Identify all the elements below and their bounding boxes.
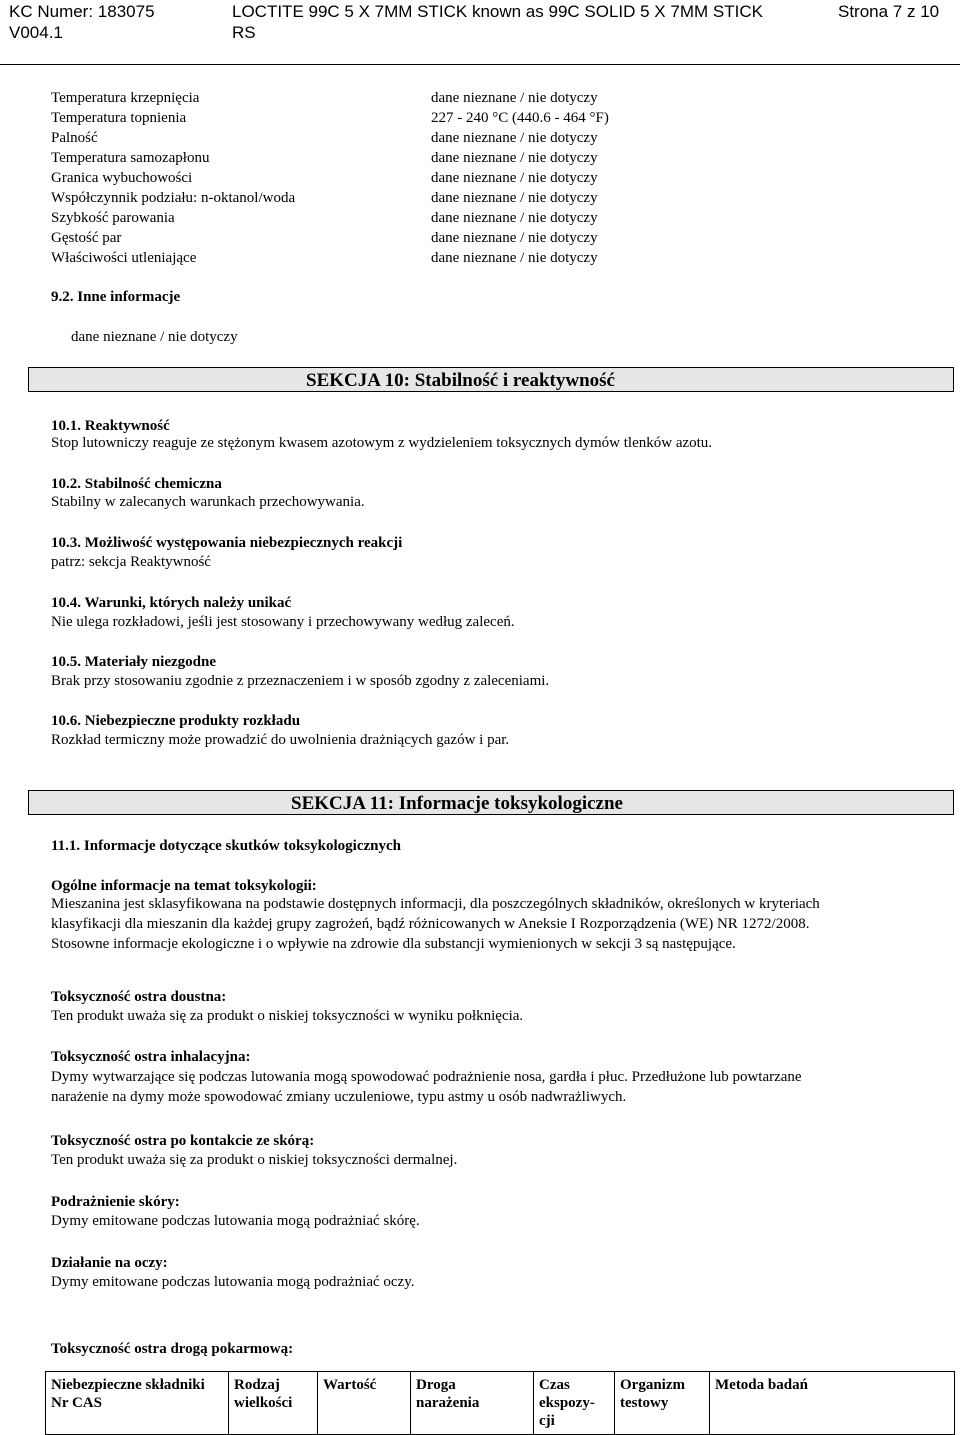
col-header-organism-line-1: Organizm (620, 1377, 685, 1393)
property-value: dane nieznane / nie dotyczy (431, 190, 598, 206)
section-10-2-title: 10.2. Stabilność chemiczna (51, 476, 222, 492)
property-label: Temperatura samozapłonu (51, 150, 210, 166)
subsection-9-2-title: 9.2. Inne informacje (51, 289, 181, 305)
section-10-1-text: Stop lutowniczy reaguje ze stężonym kwasem azotowym z wydzieleniem toksycznych dymów tlenków azotu. (51, 435, 713, 451)
property-label: Właściwości utleniające (51, 250, 197, 266)
section-10-3-title: 10.3. Możliwość występowania niebezpiecznych reakcji (51, 535, 403, 551)
property-value: dane nieznane / nie dotyczy (431, 210, 598, 226)
skin-irritation-heading: Podrażnienie skóry: (51, 1194, 180, 1210)
section-10-5-text: Brak przy stosowaniu zgodnie z przeznaczeniem i w sposób zgodny z zaleceniami. (51, 673, 550, 689)
food-toxicity-heading: Toksyczność ostra drogą pokarmową: (51, 1341, 294, 1357)
dermal-toxicity-heading: Toksyczność ostra po kontakcie ze skórą: (51, 1133, 315, 1149)
col-header-type (229, 1372, 318, 1435)
general-toxicology-line-1: Mieszanina jest sklasyfikowana na podstawie dostępnych informacji, dla poszczególnych składników, określonych w kryteriach (51, 896, 820, 912)
col-header-method (710, 1372, 955, 1435)
inhalation-toxicity-line-1: Dymy wytwarzające się podczas lutowania mogą spowodować podrażnienie nosa, gardła i płuc. Przedłużone lub powtarzane (51, 1069, 802, 1085)
inhalation-toxicity-heading: Toksyczność ostra inhalacyjna: (51, 1049, 251, 1065)
property-value: dane nieznane / nie dotyczy (431, 90, 598, 106)
property-label: Gęstość par (51, 230, 122, 246)
property-label: Palność (51, 130, 98, 146)
section-10-4-title: 10.4. Warunki, których należy unikać (51, 595, 292, 611)
property-label: Szybkość parowania (51, 210, 175, 226)
oral-toxicity-heading: Toksyczność ostra doustna: (51, 989, 227, 1005)
section-10-4-text: Nie ulega rozkładowi, jeśli jest stosowany i przechowywany według zaleceń. (51, 614, 515, 630)
product-name: LOCTITE 99C 5 X 7MM STICK known as 99C SOLID 5 X 7MM STICK (232, 2, 763, 21)
property-label: Współczynnik podziału: n-oktanol/woda (51, 190, 296, 206)
col-header-organism-line-2: testowy (620, 1395, 669, 1411)
col-header-ingredients-line-2: Nr CAS (51, 1395, 102, 1411)
col-header-exposure-line-1: Czas (539, 1377, 570, 1393)
page-number: Strona 7 z 10 (838, 2, 940, 21)
property-label: Granica wybuchowości (51, 170, 193, 186)
section-11-1-title: 11.1. Informacje dotyczące skutków toksykologicznych (51, 838, 401, 854)
section-10-6-text: Rozkład termiczny może prowadzić do uwolnienia drażniących gazów i par. (51, 732, 510, 748)
doc-version: V004.1 (9, 23, 63, 42)
section-10-3-text: patrz: sekcja Reaktywność (51, 554, 211, 570)
toxicity-table (45, 1371, 955, 1435)
doc-number: KC Numer: 183075 (9, 2, 155, 21)
col-header-route (411, 1372, 534, 1435)
col-header-type-line-1: Rodzaj (234, 1377, 280, 1393)
section-11-title: SEKCJA 11: Informacje toksykologiczne (291, 793, 623, 814)
section-10-5-title: 10.5. Materiały niezgodne (51, 654, 216, 670)
property-value: dane nieznane / nie dotyczy (431, 150, 598, 166)
col-header-ingredients-line-1: Niebezpieczne składniki (51, 1377, 205, 1393)
table-header-row (46, 1372, 955, 1435)
col-header-exposure-line-3: cji (539, 1413, 555, 1429)
section-10-6-title: 10.6. Niebezpieczne produkty rozkładu (51, 713, 301, 729)
col-header-value (318, 1372, 411, 1435)
section-10-1-title: 10.1. Reaktywność (51, 418, 170, 434)
property-label: Temperatura topnienia (51, 110, 187, 126)
header-divider (0, 64, 960, 65)
dermal-toxicity-text: Ten produkt uważa się za produkt o niskiej toksyczności dermalnej. (51, 1152, 458, 1168)
product-name-cont: RS (232, 23, 256, 42)
eye-effect-text: Dymy emitowane podczas lutowania mogą podrażniać oczy. (51, 1274, 415, 1290)
oral-toxicity-text: Ten produkt uważa się za produkt o niskiej toksyczności w wyniku połknięcia. (51, 1008, 524, 1024)
col-header-method-line-1: Metoda badań (715, 1377, 808, 1393)
property-value: dane nieznane / nie dotyczy (431, 130, 598, 146)
col-header-exposure-time (534, 1372, 615, 1435)
property-label: Temperatura krzepnięcia (51, 90, 200, 106)
col-header-type-line-2: wielkości (234, 1395, 293, 1411)
col-header-value-line-1: Wartość (323, 1377, 377, 1393)
general-toxicology-line-3: Stosowne informacje ekologiczne i o wpływie na zdrowie dla substancji wymienionych w sekcji 3 są następujące. (51, 936, 736, 952)
col-header-exposure-line-2: ekspozy- (539, 1395, 595, 1411)
section-10-title: SEKCJA 10: Stabilność i reaktywność (306, 370, 615, 391)
eye-effect-heading: Działanie na oczy: (51, 1255, 168, 1271)
subsection-9-2-text: dane nieznane / nie dotyczy (71, 329, 238, 345)
skin-irritation-text: Dymy emitowane podczas lutowania mogą podrażniać skórę. (51, 1213, 420, 1229)
general-toxicology-line-2: klasyfikacji dla mieszanin dla każdej grupy zagrożeń, bądź różnicowanych w Aneksie I Rozporządzenia (WE) NR 1272/2008. (51, 916, 810, 932)
inhalation-toxicity-line-2: narażenie na dymy może spowodować zmiany uczuleniowe, typu astmy u osób nadwrażliwych. (51, 1089, 627, 1105)
col-header-route-line-2: narażenia (416, 1395, 480, 1411)
property-value: dane nieznane / nie dotyczy (431, 230, 598, 246)
property-value: dane nieznane / nie dotyczy (431, 170, 598, 186)
property-value: 227 - 240 °C (440.6 - 464 °F) (431, 110, 609, 126)
property-value: dane nieznane / nie dotyczy (431, 250, 598, 266)
section-10-2-text: Stabilny w zalecanych warunkach przechowywania. (51, 494, 365, 510)
col-header-organism (615, 1372, 710, 1435)
col-header-ingredients (46, 1372, 229, 1435)
col-header-route-line-1: Droga (416, 1377, 456, 1393)
general-toxicology-heading: Ogólne informacje na temat toksykologii: (51, 878, 317, 894)
